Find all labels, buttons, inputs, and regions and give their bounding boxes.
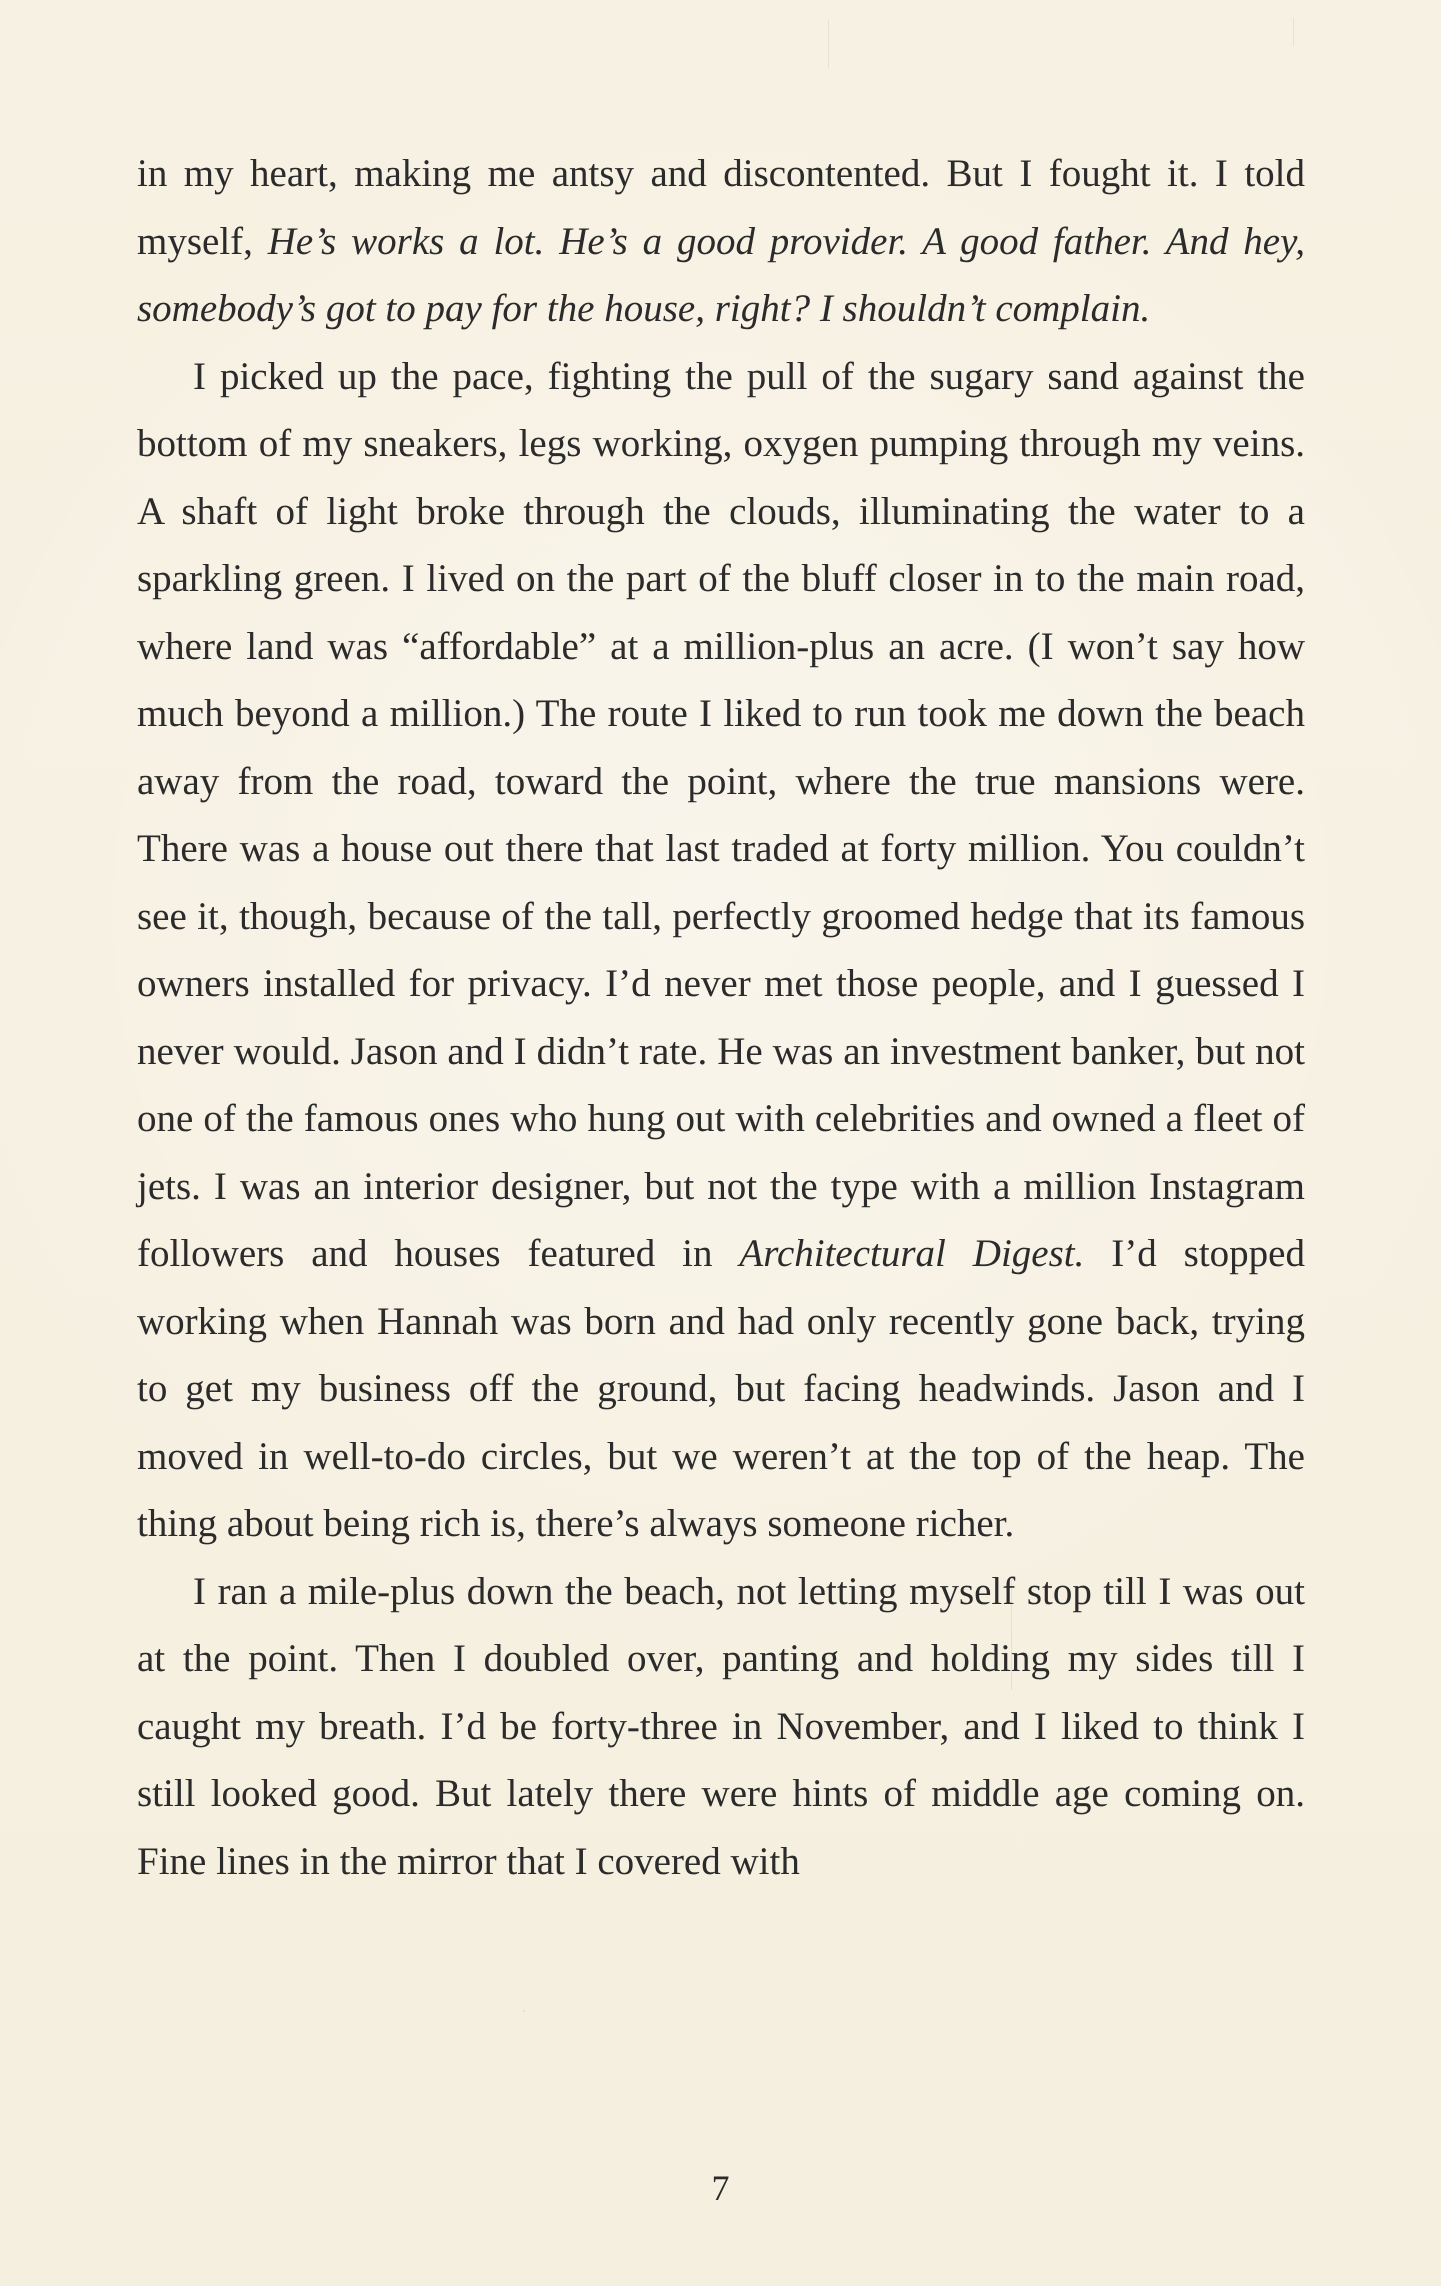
paragraph-3-text: I ran a mile-plus down the beach, not letting myself stop till I was out at the point. Then I doubled over, panting and holding my sides till I caught my breath. I’d be forty-three in November, and I liked to think I still looked good. But lately there were hints of middle age coming on. Fine lines in the mirror that I covered with [137, 1569, 1305, 1883]
paragraph-2-text: I picked up the pace, fighting the pull of the sugary sand against the bottom of my sneakers, legs working, oxygen pumping through my veins. A shaft of light broke through the clouds, illuminating the water to a sparkling green. I lived on the part of the bluff closer in to the main road, where land was “affordable” at a million-plus an acre. (I won’t say how much beyond a million.) The route I liked to run took me down the beach away from the road, toward the point, where the true mansions were. There was a house out there that last traded at forty million. You couldn’t see it, though, because of the tall, perfectly groomed hedge that its famous owners installed for privacy. I’d never met those people, and I guessed I never would. Jason and I didn’t rate. He was an investment banker, but not one of the famous ones who hung out with celebrities and owned a fleet of jets. I was an interior designer, but not the type with a million Instagram followers and houses featured in [137, 354, 1305, 1275]
paragraph-2-continuation: I’d stopped working when Hannah was born and had only recently gone back, trying to get my business off the ground, but facing headwinds. Jason and I moved in well-to-do circles, but we weren’t at the top of the heap. The thing about being rich is, there’s always someone richer. [137, 1232, 1305, 1545]
paper-speck [523, 2010, 525, 2012]
paragraph-1-italic: He’s works a lot. He’s a good provider. A good father. And hey, somebody’s got to pay for the house, right? I shouldn’t complain. [137, 219, 1305, 330]
paper-speck [1293, 18, 1294, 46]
page-body [137, 140, 1305, 1895]
paragraph-2 [137, 343, 1305, 1558]
paper-speck [828, 20, 829, 68]
page-number: 7 [711, 2168, 730, 2208]
paragraph-1 [137, 140, 1305, 343]
publication-title: Architectural Digest. [739, 1232, 1085, 1275]
paragraph-1-regular: in my heart, making me antsy and discontented. But I fought it. I told myself, [137, 152, 1305, 263]
paragraph-3 [137, 1558, 1305, 1896]
